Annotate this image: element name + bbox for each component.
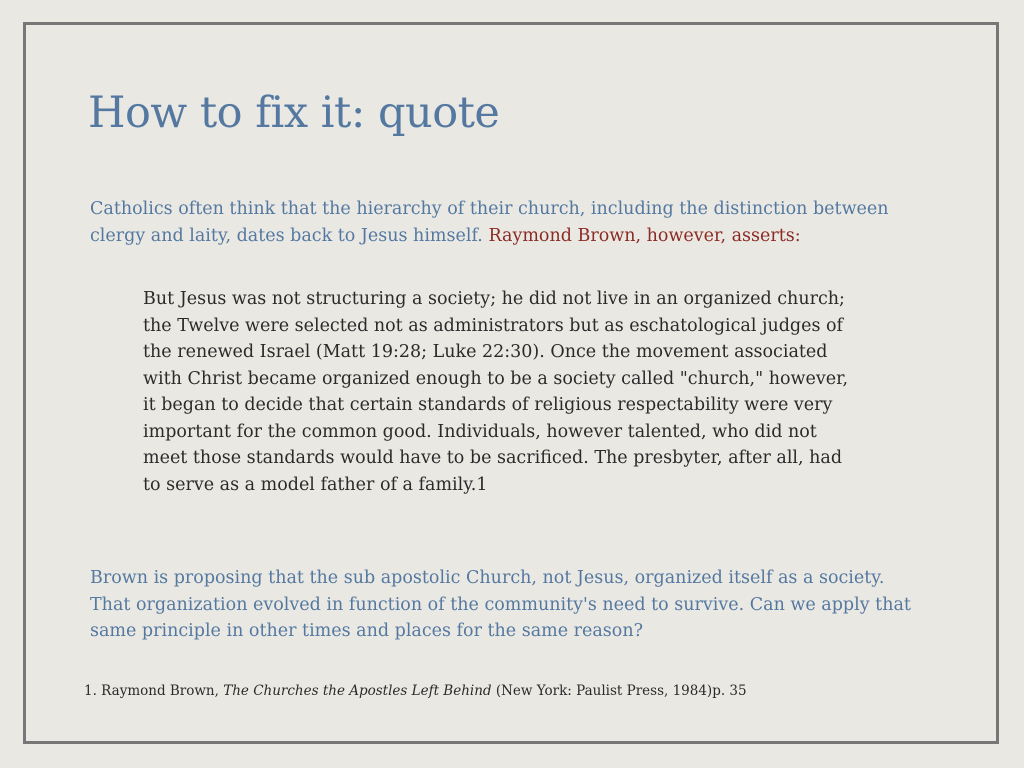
footnote: [84, 681, 944, 701]
conclusion-paragraph: Brown is proposing that the sub apostolic Church, not Jesus, organized itself as a society. That organization evolved in function of the community's need to survive. Can we apply that same principle in other times and places for the same reason?: [90, 568, 911, 641]
intro-text: Catholics often think that the hierarchy of their church, including the distinction between clergy and laity, dates back to Jesus himself.: [90, 199, 889, 246]
footnote-book-title: The Churches the Apostles Left Behind: [223, 683, 492, 699]
footnote-prefix: 1. Raymond Brown,: [84, 683, 224, 699]
block-quote: But Jesus was not structuring a society; he did not live in an organized church; the Twelve were selected not as administrators but as eschatological judges of the renewed Israel (Matt 19:28; Luke 22:30). Once the movement associated with Christ became organized enough to be a society called "church," however, it began to decide that certain standards of religious respectability were very important for the common good. Individuals, however talented, who did not meet those standards would have to be sacrificed. The presbyter, after all, had to serve as a model father of a family.1: [143, 289, 849, 495]
slide-title: How to fix it: quote: [88, 88, 500, 138]
intro-paragraph: [90, 196, 910, 249]
intro-highlight: Raymond Brown, however, asserts:: [488, 225, 801, 246]
footnote-suffix: (New York: Paulist Press, 1984)p. 35: [491, 683, 747, 699]
